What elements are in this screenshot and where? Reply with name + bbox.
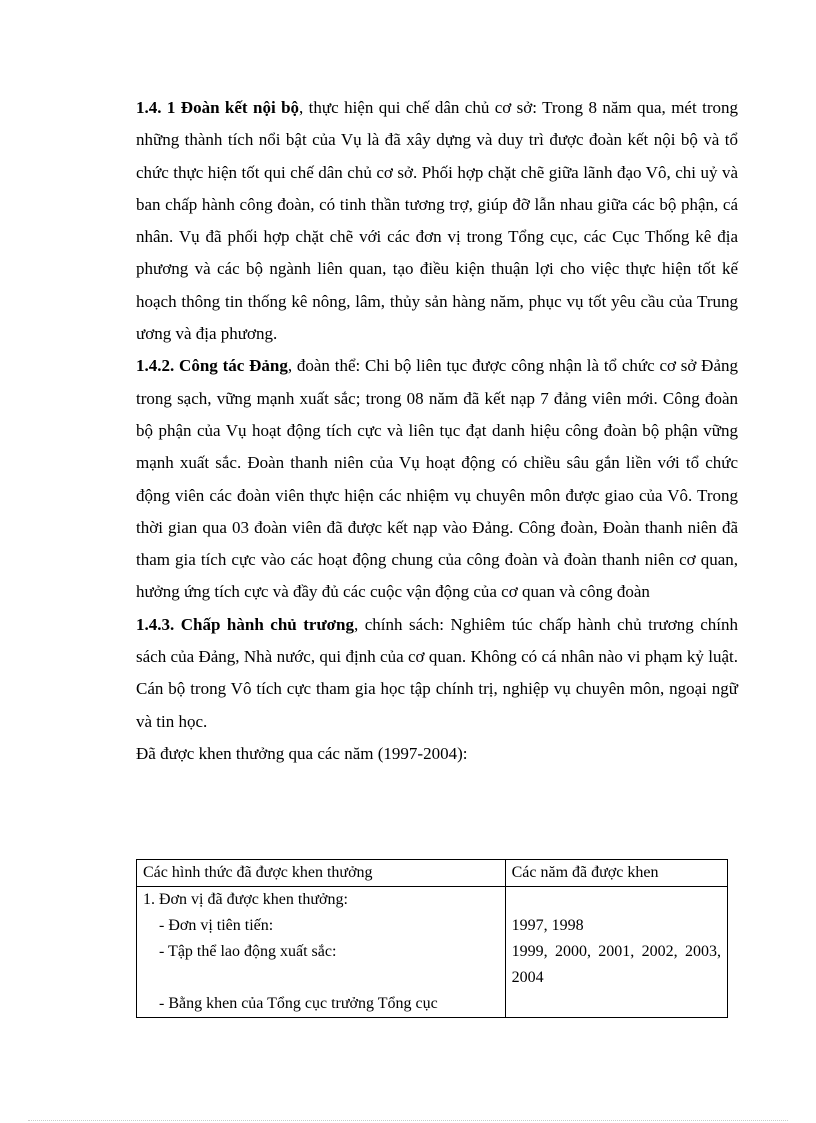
paragraph-text: , chính sách: Nghiêm túc chấp hành chủ trương chính sách của Đảng, Nhà nước, qui định của cơ quan. Không có cá nhân nào vi phạm kỷ luật. Cán bộ trong Vô tích cực tham gia học tập chính trị, nghiệp vụ chuyên môn, ngoại ngữ và tin học. [136,614,738,731]
table-row [137,887,728,1018]
heading-1-4-3: 1.4.3. Chấp hành chủ trương [136,614,355,634]
header-award-types: Các hình thức đã được khen thưởng [137,860,506,887]
award-years-cell [505,887,727,1018]
document-body [136,92,738,770]
award-group-title: 1. Đơn vị đã được khen thưởng: [143,891,348,908]
award-years-spacer [512,887,721,913]
award-years: 1999, 2000, 2001, 2002, 2003, 2004 [511,943,721,986]
award-item-spacer [143,965,499,991]
award-item: - Bằng khen của Tổng cục trưởng Tổng cục [159,995,438,1012]
paragraph-text: , đoàn thể: Chi bộ liên tục được công nhận là tổ chức cơ sở Đảng trong sạch, vững mạnh xuất sắc; trong 08 năm đã kết nạp 7 đảng viên mới. Công đoàn bộ phận của Vụ hoạt động tích cực và liên tục đạt danh hiệu công đoàn bộ phận vững mạnh xuất sắc. Đoàn thanh niên của Vụ hoạt động có chiều sâu gắn liền với tổ chức động viên các đoàn viên thực hiện các nhiệm vụ chuyên môn được giao của Vô. Trong thời gian qua 03 đoàn viên đã được kết nạp vào Đảng. Công đoàn, Đoàn thanh niên đã tham gia tích cực vào các hoạt động chung của công đoàn và đoàn thanh niên cơ quan, hưởng ứng tích cực và đầy đủ các cuộc vận động của cơ quan và công đoàn [136,356,739,602]
paragraph-1-4-1 [136,92,738,350]
paragraph-1-4-2 [136,350,738,608]
header-award-years: Các năm đã được khen [505,860,727,887]
awards-table [136,859,728,1018]
paragraph-text: , thực hiện qui chế dân chủ cơ sở: Trong 8 năm qua, mét trong những thành tích nổi bật của Vụ là đã xây dựng và duy trì được đoàn kết nội bộ và tổ chức thực hiện tốt qui chế dân chủ cơ sở. Phối hợp chặt chẽ giữa lãnh đạo Vô, chi uỷ và ban chấp hành công đoàn, có tinh thần tương trợ, giúp đỡ lẫn nhau giữa các bộ phận, cá nhân. Vụ đã phối hợp chặt chẽ với các đơn vị trong Tổng cục, các Cục Thống kê địa phương và các bộ ngành liên quan, tạo điều kiện thuận lợi cho việc thực hiện tốt kế hoạch thông tin thống kê nông, lâm, thủy sản hàng năm, phục vụ tốt yêu cầu của Trung ương và địa phương. [136,98,738,344]
awards-intro [136,738,738,770]
heading-1-4-2: 1.4.2. Công tác Đảng [136,356,288,376]
award-item: - Tập thể lao động xuất sắc: [159,943,337,960]
awards-intro-text: Đã được khen thưởng qua các năm (1997-2004): [136,743,468,763]
paragraph-1-4-3 [136,609,738,738]
award-item: - Đơn vị tiên tiến: [159,917,274,934]
award-types-cell [137,887,506,1018]
page-bottom-divider [28,1120,788,1121]
heading-1-4-1: 1.4. 1 Đoàn kết nội bộ [136,98,300,117]
table-header-row [137,860,728,887]
award-years: 1997, 1998 [511,917,584,934]
